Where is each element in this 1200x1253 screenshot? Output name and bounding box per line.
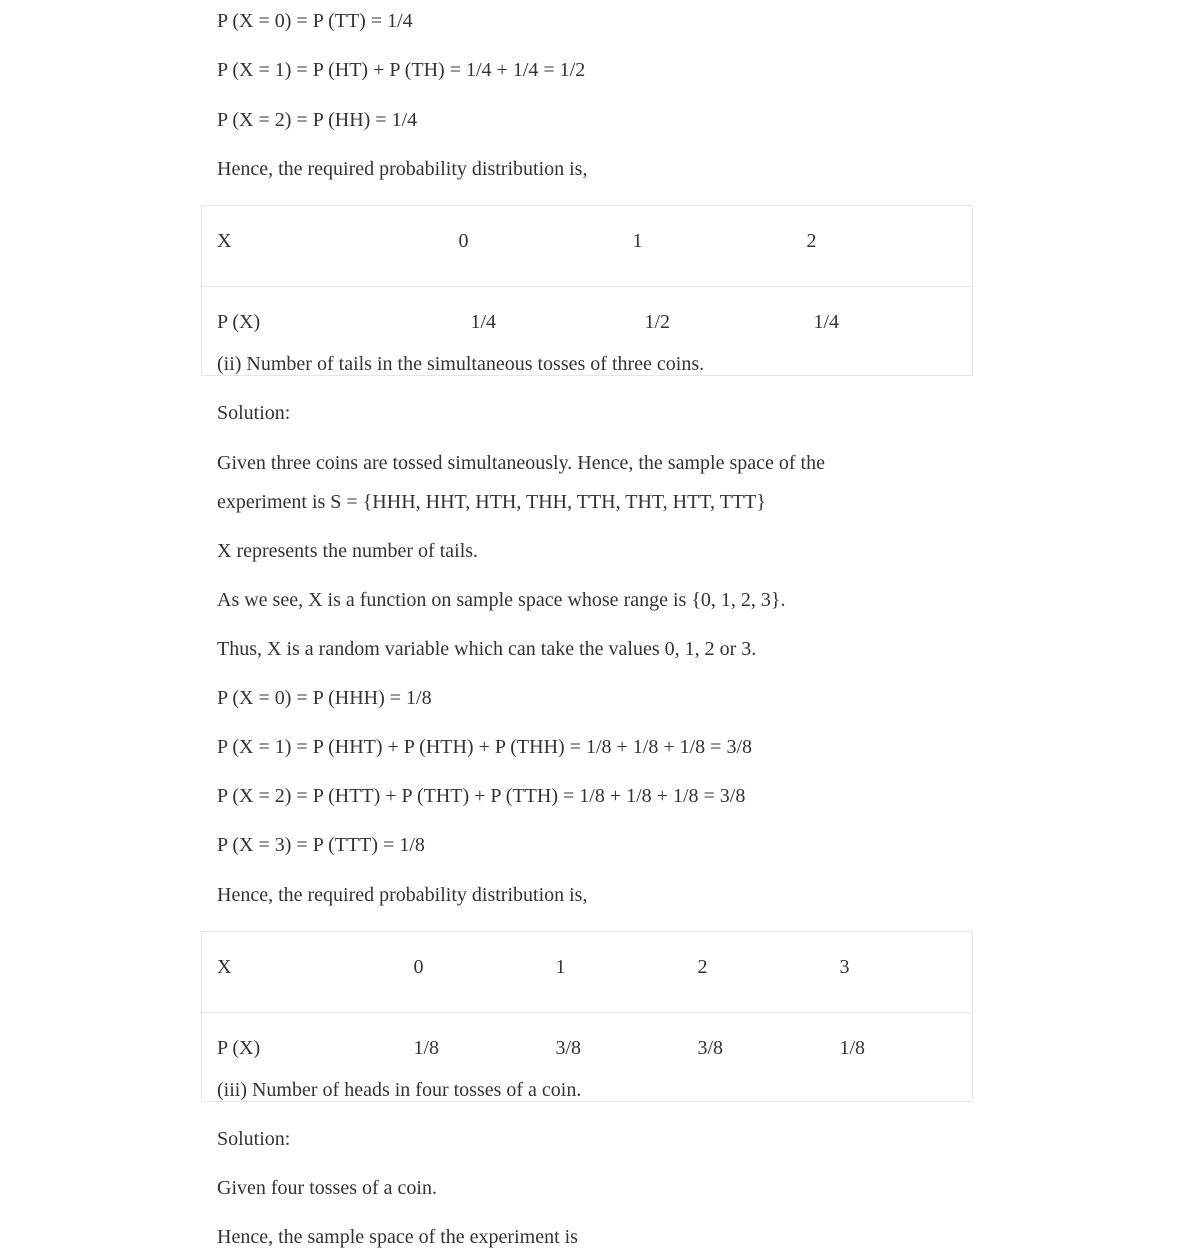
equation-p-x0-two-coins: P (X = 0) = P (TT) = 1/4 (217, 10, 413, 32)
equation-p-x3-three-coins: P (X = 3) = P (TTT) = 1/8 (217, 834, 425, 856)
random-variable-statement: Thus, X is a random variable which can take the values 0, 1, 2 or 3. (217, 638, 757, 660)
distribution-intro-1: Hence, the required probability distribution is, (217, 158, 588, 180)
distribution-intro-2: Hence, the required probability distribution is, (217, 884, 588, 906)
table-cell: 1 (618, 206, 792, 287)
table-cell: 0 (399, 932, 541, 1013)
table-cell: X (202, 206, 444, 287)
solution-label-ii: Solution: (217, 402, 291, 424)
table-cell: 0 (444, 206, 618, 287)
equation-p-x2-two-coins: P (X = 2) = P (HH) = 1/4 (217, 109, 418, 131)
table-cell: P (X) (202, 287, 444, 376)
sample-space-intro: Hence, the sample space of the experiment is (217, 1226, 578, 1248)
table-cell: 3/8 (683, 1013, 825, 1102)
table-row-x (202, 932, 973, 1013)
range-statement: As we see, X is a function on sample space whose range is {0, 1, 2, 3}. (217, 589, 786, 611)
solution-label-iii: Solution: (217, 1128, 291, 1150)
table-cell: 1/4 (444, 287, 618, 376)
equation-p-x2-three-coins: P (X = 2) = P (HTT) + P (THT) + P (TTH) = 1/8 + 1/8 + 1/8 = 3/8 (217, 785, 746, 807)
table-cell: 1/8 (399, 1013, 541, 1102)
equation-p-x1-three-coins: P (X = 1) = P (HHT) + P (HTH) + P (THH) = 1/8 + 1/8 + 1/8 = 3/8 (217, 736, 753, 758)
table-cell: 1/4 (792, 287, 973, 376)
section-ii-heading: (ii) Number of tails in the simultaneous tosses of three coins. (217, 353, 705, 375)
table-cell: 1 (541, 932, 683, 1013)
equation-p-x0-three-coins: P (X = 0) = P (HHH) = 1/8 (217, 687, 432, 709)
x-represents-tails: X represents the number of tails. (217, 540, 479, 562)
table-cell: 2 (683, 932, 825, 1013)
given-three-coins-line-2: experiment is S = {HHH, HHT, HTH, THH, TTH, THT, HTT, TTT} (217, 491, 766, 513)
section-iii-heading: (iii) Number of heads in four tosses of a coin. (217, 1079, 582, 1101)
table-cell: 2 (792, 206, 973, 287)
table-row-x (202, 206, 973, 287)
given-three-coins-line-1: Given three coins are tossed simultaneously. Hence, the sample space of the (217, 452, 825, 474)
table-cell: 3/8 (541, 1013, 683, 1102)
table-cell: X (202, 932, 399, 1013)
table-cell: 3 (825, 932, 973, 1013)
table-cell: P (X) (202, 1013, 399, 1102)
equation-p-x1-two-coins: P (X = 1) = P (HT) + P (TH) = 1/4 + 1/4 = 1/2 (217, 59, 586, 81)
table-cell: 1/8 (825, 1013, 973, 1102)
table-cell: 1/2 (618, 287, 792, 376)
given-four-tosses: Given four tosses of a coin. (217, 1177, 437, 1199)
